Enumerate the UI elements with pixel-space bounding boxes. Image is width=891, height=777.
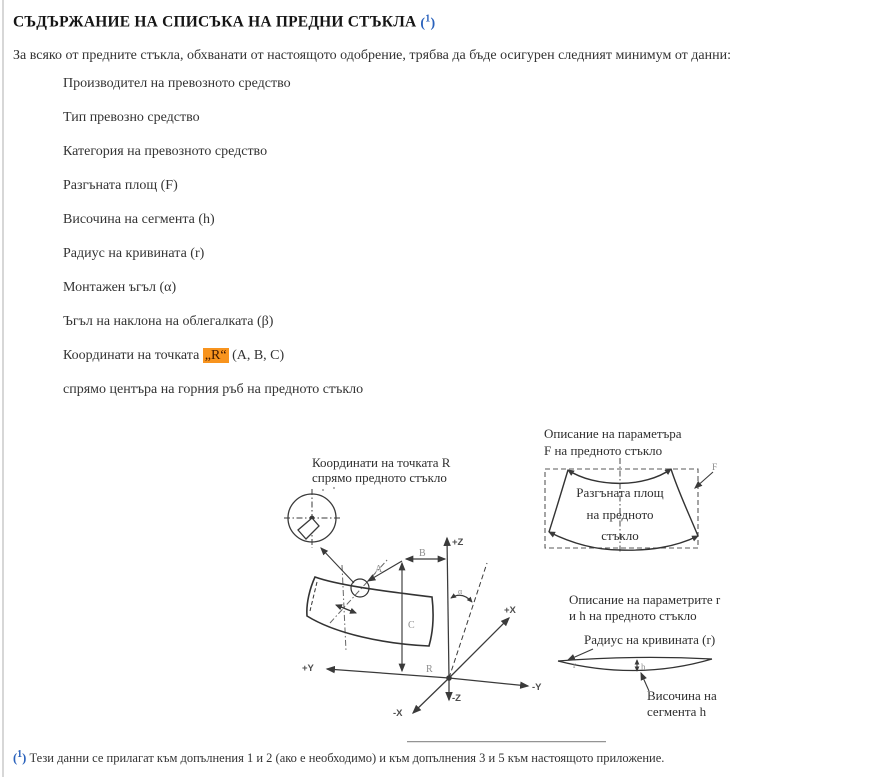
rh-diagram-title: Описание на параметрите r и h на предното стъкло — [569, 592, 721, 623]
footnote-number: 1 — [17, 749, 23, 760]
dim-label-r: R — [426, 664, 433, 675]
footnote-ref-link[interactable]: ($^1$) — [420, 13, 436, 31]
page-title — [13, 13, 435, 32]
f-label: F — [712, 463, 718, 473]
developed-area-label: Разгъната площ на предното стъкло — [576, 485, 664, 543]
dim-label-c: C — [408, 620, 415, 631]
list-item-r-coordinates: Координати на точката „R“ (A, B, C) — [63, 348, 285, 363]
h-letter: h — [641, 662, 646, 672]
left-diagram-title: Координати на точката R спрямо предното стъкло — [312, 455, 451, 485]
coordinate-axes — [327, 538, 528, 713]
list-item: спрямо центъра на горния ръб на предното стъкло — [63, 382, 364, 397]
search-highlight: „R“ — [204, 348, 227, 363]
r-letter: r — [573, 660, 576, 670]
dim-label-b: B — [419, 548, 426, 559]
segment-height-label: Височина на сегмента h — [647, 688, 717, 719]
list-item: Тип превозно средство — [63, 110, 200, 125]
footnote — [13, 749, 664, 766]
angle-label-alpha: α — [458, 587, 463, 596]
list-item: Производител на превозното средство — [63, 76, 291, 91]
axis-label-group — [302, 537, 542, 719]
footnote-text: Тези данни се прилагат към допълнения 1 и 2 (ако е необходимо) и към допълнения 3 и 5 към настоящото приложение. — [29, 751, 665, 766]
axis-label-minus-z: -Z — [452, 693, 461, 704]
list-item: Ъгъл на наклона на облегалката (β) — [63, 314, 274, 329]
f-diagram-title: Описание на параметъра F на предното стъкло — [544, 426, 682, 458]
footnote-backlink[interactable]: ($^1$) — [13, 749, 27, 766]
detail-circle-callout — [284, 487, 354, 583]
dim-label-a: A — [375, 564, 383, 575]
axis-label-minus-x: -X — [393, 708, 403, 719]
axis-label-minus-y: -Y — [532, 682, 542, 693]
intro-paragraph: За всяко от предните стъкла, обхванати от настоящото одобрение, трябва да бъде осигурен следният минимум от данни: — [13, 48, 731, 63]
technical-figure — [0, 420, 891, 735]
list-item: Височина на сегмента (h) — [63, 212, 215, 227]
axis-label-plus-x: +X — [504, 605, 516, 616]
curvature-lens-outline — [558, 657, 712, 670]
windshield-3d-outline — [307, 559, 433, 651]
footnote-divider — [407, 741, 606, 743]
page-title-text: СЪДЪРЖАНИЕ НА СПИСЪКА НА ПРЕДНИ СТЪКЛА — [13, 13, 417, 31]
axis-label-plus-y: +Y — [302, 663, 314, 674]
list-item: Категория на превозното средство — [63, 144, 268, 159]
list-item: Разгъната площ (F) — [63, 178, 178, 193]
list-item: Радиус на кривината (r) — [63, 246, 205, 261]
axis-label-plus-z: +Z — [452, 537, 464, 548]
radius-of-curvature-label: Радиус на кривината (r) — [584, 632, 716, 647]
dimension-letter-group — [375, 548, 463, 675]
footnote-marker: 1 — [425, 13, 431, 24]
list-item: Монтажен ъгъл (α) — [63, 280, 177, 295]
